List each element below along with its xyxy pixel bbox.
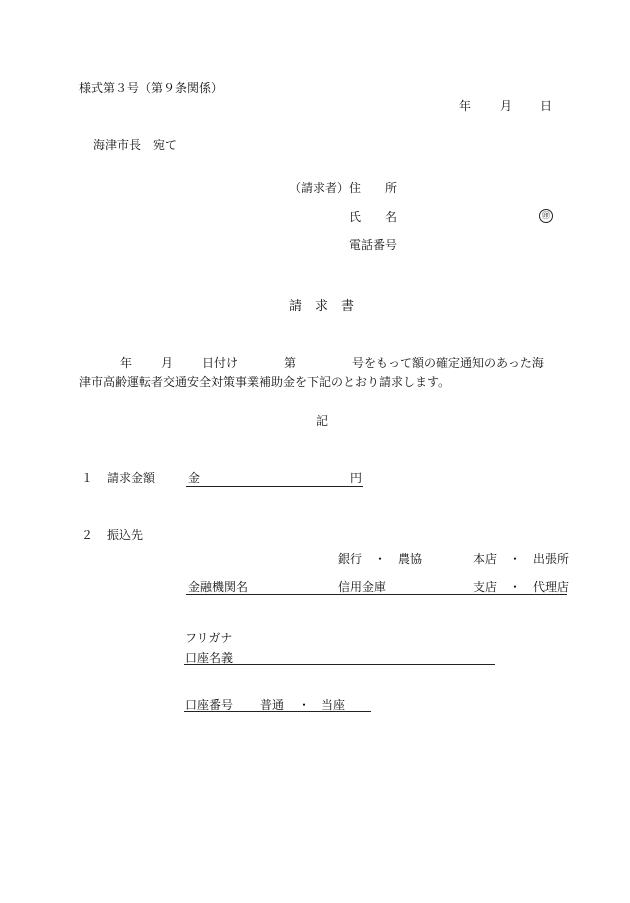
requester-name-label: 氏 名 <box>349 210 398 224</box>
account-type-separator: ・ <box>298 698 311 712</box>
date-month: 月 <box>500 99 513 113</box>
requester-label: （請求者） <box>289 181 350 195</box>
account-type-futsu: 普通 <box>260 698 285 712</box>
addressee: 海津市長 宛て <box>93 138 178 152</box>
amount-yen: 円 <box>350 471 363 485</box>
seal-mark <box>539 209 553 223</box>
bank-types-a: 銀行 ・ 農協 <box>338 552 423 566</box>
amount-underline <box>186 486 363 487</box>
institution-underline <box>186 594 567 595</box>
furigana-label: フリガナ <box>185 631 233 645</box>
ki-heading: 記 <box>316 414 329 428</box>
section1-number: １ <box>81 471 94 485</box>
date-day: 日 <box>540 99 553 113</box>
section2-label: 振込先 <box>107 528 144 542</box>
account-holder-label: 口座名義 <box>185 651 234 665</box>
body-text-a: 号をもって額の確定通知のあった海 <box>352 356 544 370</box>
body-year: 年 <box>120 356 133 370</box>
bank-types-b: 信用金庫 <box>338 580 387 594</box>
body-dated: 日付け <box>202 356 239 370</box>
date-year: 年 <box>459 99 472 113</box>
paragraph-line-2: 津市高齢運転者交通安全対策事業補助金を下記のとおり請求します。 <box>79 375 451 389</box>
requester-address-label: 住 所 <box>349 181 398 195</box>
institution-label: 金融機関名 <box>188 580 249 594</box>
amount-kin: 金 <box>188 471 201 485</box>
section2-number: ２ <box>81 528 94 542</box>
account-holder-underline <box>184 664 495 665</box>
body-number-prefix: 第 <box>284 356 297 370</box>
seal-glyph: ㊞ <box>542 211 550 220</box>
account-number-label: 口座番号 <box>185 698 234 712</box>
form-number: 様式第３号（第９条関係） <box>79 81 224 95</box>
request-paragraph <box>79 354 579 392</box>
account-type-toza: 当座 <box>321 698 346 712</box>
section1-label: 請求金額 <box>107 471 156 485</box>
paragraph-line-1 <box>79 354 579 373</box>
document-title: 請 求 書 <box>289 299 355 314</box>
branch-types-b: 支店 ・ 代理店 <box>473 580 570 594</box>
body-month: 月 <box>161 356 174 370</box>
requester-phone-label: 電話番号 <box>349 238 398 252</box>
branch-types-a: 本店 ・ 出張所 <box>473 552 570 566</box>
account-number-underline <box>184 711 371 712</box>
